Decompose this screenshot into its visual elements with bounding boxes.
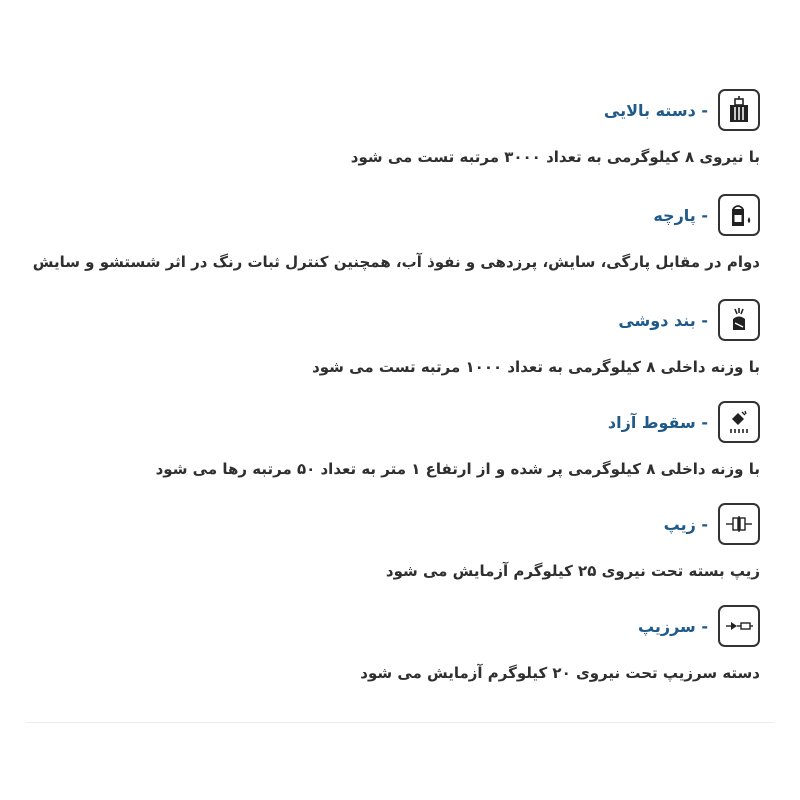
- handle-icon: [718, 89, 760, 131]
- feature-title: - پارچه: [653, 205, 708, 225]
- zipper-pull-icon: [718, 605, 760, 647]
- divider: [26, 722, 774, 723]
- feature-header: [30, 191, 760, 239]
- feature-header: [30, 296, 760, 344]
- feature-description: با وزنه داخلی ۸ کیلوگرمی پر شده و از ارتفاع ۱ متر به تعداد ۵۰ مرتبه رها می شود: [155, 460, 760, 478]
- shoulder-strap-icon: [718, 299, 760, 341]
- feature-description: دوام در مقابل پارگی، سایش، پرزدهی و نفوذ آب، همچنین کنترل ثبات رنگ در اثر شستشو و سایش: [32, 253, 760, 271]
- feature-title: - سقوط آزاد: [607, 412, 708, 432]
- feature-title: - بند دوشی: [618, 310, 708, 330]
- feature-title: - زیپ: [663, 514, 708, 534]
- feature-header: [30, 602, 760, 650]
- feature-header: [30, 86, 760, 134]
- feature-description: با نیروی ۸ کیلوگرمی به تعداد ۳۰۰۰ مرتبه تست می شود: [350, 148, 760, 166]
- feature-item-free-fall: [30, 398, 760, 478]
- feature-description: با وزنه داخلی ۸ کیلوگرمی به تعداد ۱۰۰۰ مرتبه تست می شود: [312, 358, 760, 376]
- fabric-backpack-icon: [718, 194, 760, 236]
- feature-item-zipper: [30, 500, 760, 580]
- feature-item-shoulder-strap: [30, 296, 760, 376]
- feature-header: [30, 500, 760, 548]
- feature-description: زیپ بسته تحت نیروی ۲۵ کیلوگرم آزمایش می شود: [385, 562, 760, 580]
- feature-title: - دسته بالایی: [603, 100, 708, 120]
- feature-header: [30, 398, 760, 446]
- feature-item-handle: [30, 86, 760, 166]
- feature-description: دسته سرزیپ تحت نیروی ۲۰ کیلوگرم آزمایش می شود: [360, 664, 760, 682]
- feature-title: - سرزیپ: [637, 616, 708, 636]
- feature-item-fabric: [30, 191, 760, 271]
- feature-item-zipper-pull: [30, 602, 760, 682]
- free-fall-icon: [718, 401, 760, 443]
- zipper-icon: [718, 503, 760, 545]
